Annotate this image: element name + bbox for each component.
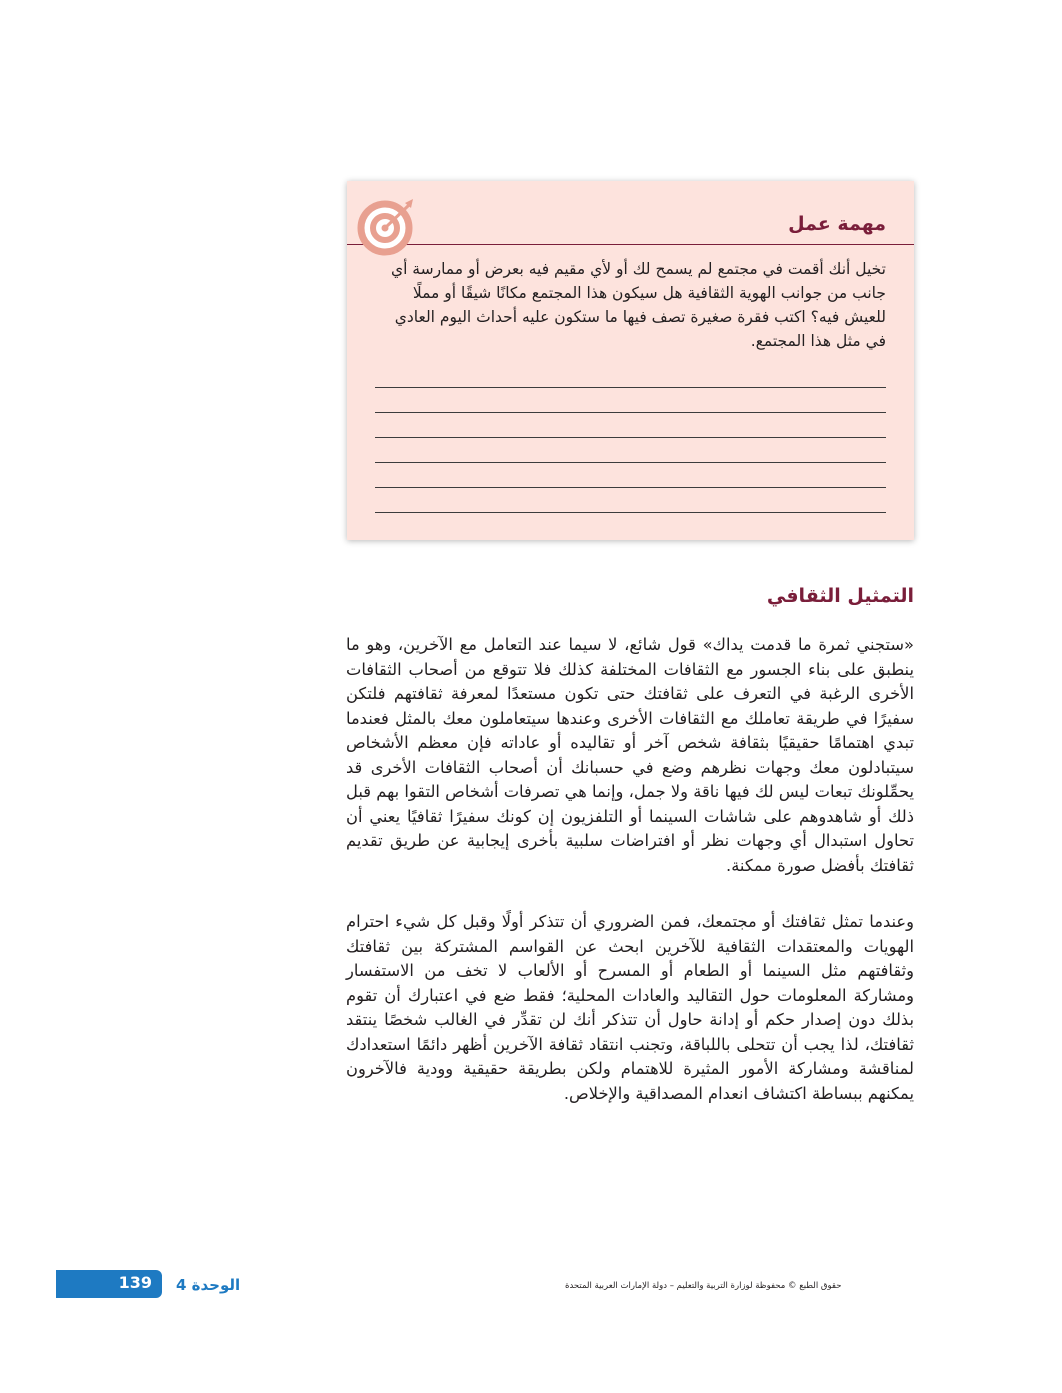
answer-line[interactable] [375,512,886,513]
answer-line[interactable] [375,487,886,488]
page-number: 139 [118,1273,152,1292]
copyright-notice: حقوق الطبع © محفوظة لوزارة التربية والتعليم – دولة الإمارات العربية المتحدة [565,1281,842,1291]
page-number-bar [56,1270,162,1298]
work-task-box [347,181,914,540]
answer-line[interactable] [375,437,886,438]
answer-line[interactable] [375,462,886,463]
answer-line[interactable] [375,387,886,388]
body-paragraph: وعندما تمثل ثقافتك أو مجتمعك، فمن الضروري أن تتذكر أولًا وقبل كل شيء احترام الهويات والمعتقدات الثقافية للآخرين ابحث عن القواسم المشتركة بين ثقافتك وثقافتهم مثل السينما أو الطعام أو المسرح أو الألعاب لا تخف من الاستفسار ومشاركة المعلومات حول التقاليد والعادات المحلية؛ فقط ضع في اعتبارك أن تقوم بذلك دون إصدار حكم أو إدانة حاول أن تتذكر أنك لن تقدِّر في الغالب شخصًا ينتقد ثقافتك، لذا يجب أن تتحلى باللباقة، وتجنب انتقاد ثقافة الآخرين أظهر دائمًا استعدادك لمناقشة ومشاركة الأمور المثيرة للاهتمام ولكن بطريقة حقيقية وودية فالآخرون يمكنهم ببساطة اكتشاف انعدام المصداقية والإخلاص. [346,912,914,1103]
target-icon [353,195,419,257]
unit-label: الوحدة 4 [176,1276,241,1294]
section-title: التمثيل الثقافي [766,585,914,607]
task-header-divider [347,244,914,245]
body-paragraph: «ستجني ثمرة ما قدمت يداك» قول شائع، لا سيما عند التعامل مع الآخرين، وهو ما ينطبق على بناء الجسور مع الثقافات المختلفة كذلك فلا تتوقع من أصحاب الثقافات الأخرى الرغبة في التعرف على ثقافتك حتى تكون مستعدًا لمعرفة ثقافتهم فلتكن سفيرًا في طريقة تعاملك مع الثقافات الأخرى وعندها سيتعاملون معك بالمثل فعندما تبدي اهتمامًا حقيقيًا بثقافة شخص آخر أو تقاليده أو عاداته فإن معظم الأشخاص سيتبادلون معك وجهات نظرهم وضع في حسبانك أن أصحاب الثقافات الأخرى قد يحمِّلونك تبعات ليس لك فيها ناقة ولا جمل، وإنما هي تصرفات أشخاص التقوا بهم قبل ذلك أو شاهدوهم على شاشات السينما أو التلفزيون إن كونك سفيرًا ثقافيًا يعني أن تحاول استبدال أي وجهات نظر أو افتراضات سلبية بأخرى إيجابية عن طريق تقديم ثقافتك بأفضل صورة ممكنة. [346,635,914,875]
task-prompt: تخيل أنك أقمت في مجتمع لم يسمح لك أو لأي مقيم فيه بعرض أو ممارسة أي جانب من جوانب الهوية الثقافية هل سيكون هذا المجتمع مكانًا شيقًا أو مملًا للعيش فيه؟ اكتب فقرة صغيرة تصف فيها ما ستكون عليه أحداث اليوم العادي في مثل هذا المجتمع. [390,260,886,350]
answer-line[interactable] [375,412,886,413]
task-title: مهمة عمل [788,213,886,235]
